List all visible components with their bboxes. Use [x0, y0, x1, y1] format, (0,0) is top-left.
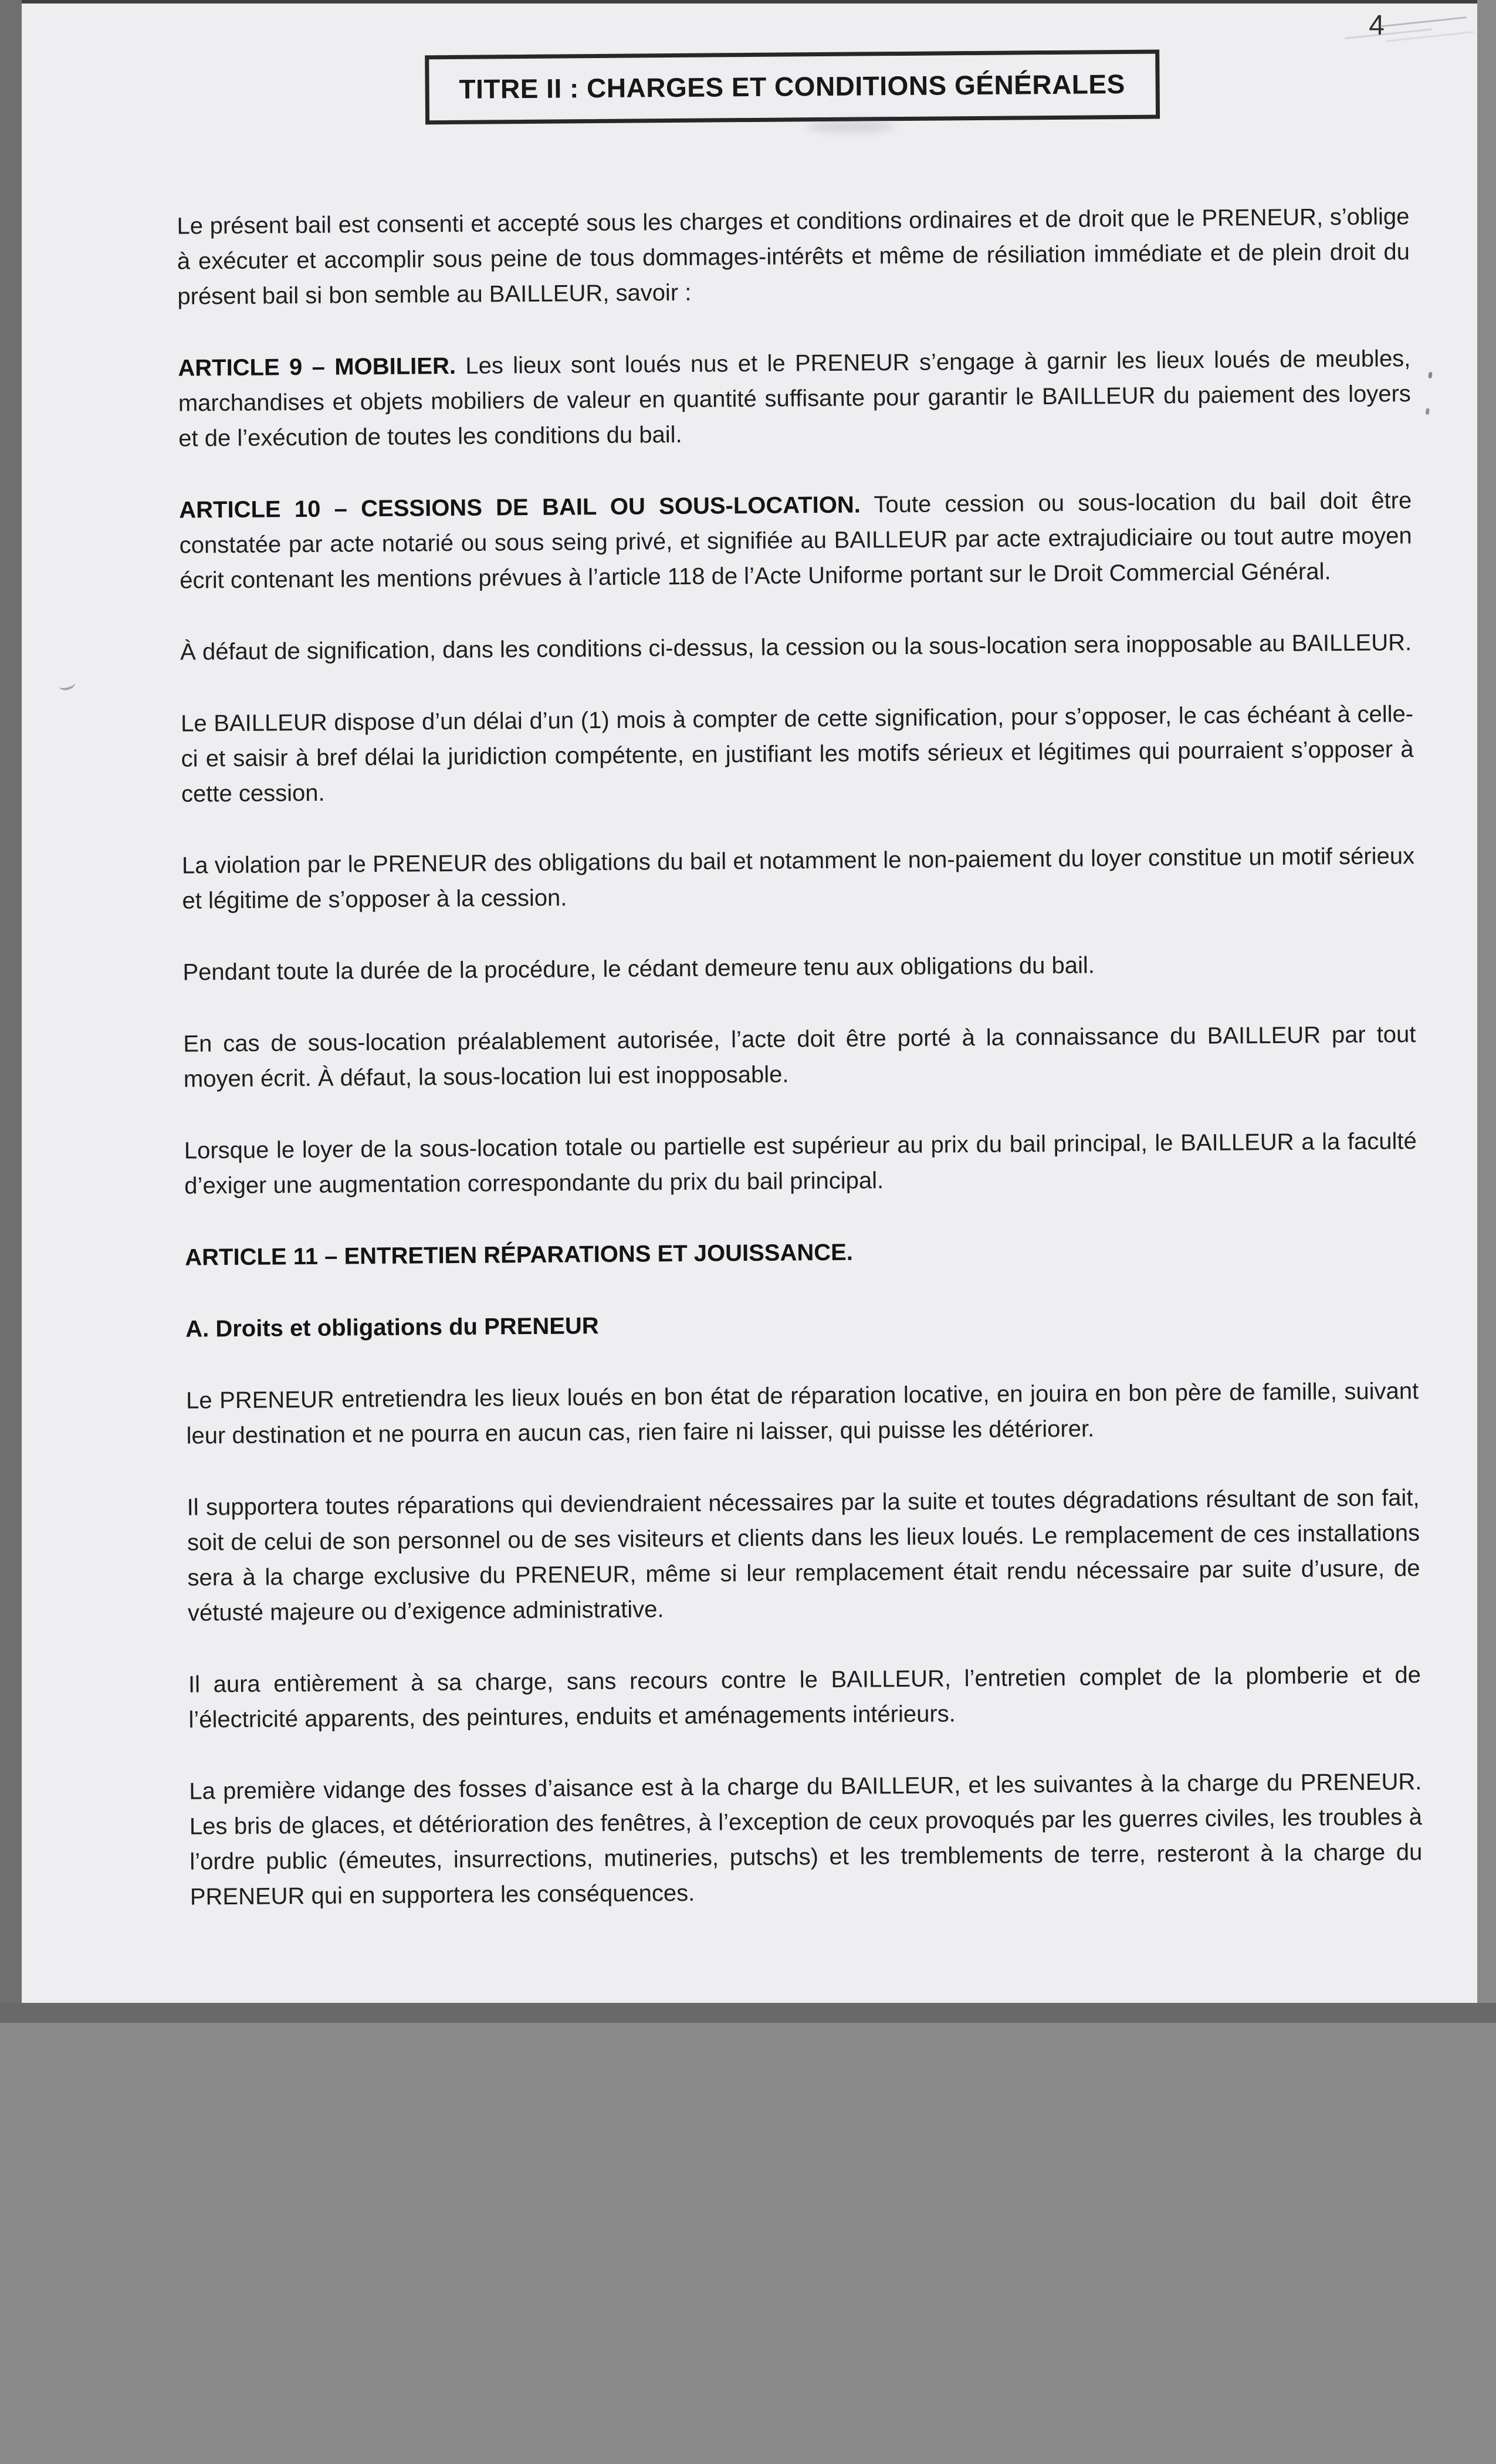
article-lead: ARTICLE 10 – CESSIONS DE BAIL OU SOUS-LOCATION.	[179, 492, 861, 523]
scanned-document-page	[22, 0, 1477, 2003]
article-lead: A. Droits et obligations du PRENEUR	[185, 1313, 599, 1342]
paper-shadow	[0, 2003, 1496, 2023]
paragraph	[181, 696, 1414, 811]
paragraph	[182, 838, 1415, 918]
paragraph-text: La violation par le PRENEUR des obligations du bail et notamment le non-paiement du loyer constitue un motif sérieux et légitime de s’opposer à la cession.	[181, 843, 1415, 914]
paragraph-text: La première vidange des fosses d’aisance est à la charge du BAILLEUR, et les suivantes à la charge du PRENEUR. Les bris de glaces, et détérioration des fenêtres, à l’exception de ceux provoqués par les guerres civiles, les troubles à l’ordre public (émeutes, insurrections, mutineries, putschs) et les tremblements de terre, resteront à la charge du PRENEUR qui en supportera les conséquences.	[189, 1769, 1423, 1910]
paragraph	[184, 1123, 1417, 1203]
paragraph	[179, 483, 1412, 598]
paragraph	[177, 199, 1410, 314]
paragraph	[180, 625, 1413, 669]
paragraph-text: Il aura entièrement à sa charge, sans recours contre le BAILLEUR, l’entretien complet de la plomberie et de l’électricité apparents, des peintures, enduits et aménagements intérieurs.	[188, 1662, 1421, 1733]
document-body	[177, 199, 1423, 1914]
paragraph	[178, 341, 1411, 456]
article-heading	[185, 1302, 1418, 1346]
paragraph	[186, 1373, 1419, 1453]
page-number: 4	[1369, 10, 1385, 41]
paragraph-text: Le présent bail est consenti et accepté sous les charges et conditions ordinaires et de droit que le PRENEUR, s’oblige à exécuter et accomplir sous peine de tous dommages-intérêts et même de résiliation immédiate et de plein droit du présent bail si bon semble au BAILLEUR, savoir :	[177, 204, 1410, 310]
scanner-edge-left	[0, 0, 22, 2023]
paragraph	[188, 1657, 1421, 1737]
paragraph-text: Il supportera toutes réparations qui deviendraient nécessaires par la suite et toutes dégradations résultant de son fait, soit de celui de son personnel ou de ses visiteurs et clients dans les lieux loués. Le remplacement de ces installations sera à la charge exclusive du PRENEUR, même si leur remplacement était rendu nécessaire par suite d’usure, de vétusté majeure ou d’exigence administrative.	[187, 1485, 1420, 1626]
paragraph-text: Le BAILLEUR dispose d’un délai d’un (1) mois à compter de cette signification, pour s’opposer, le cas échéant à celle-ci et saisir à bref délai la juridiction compétente, en justifiant les motifs sérieux et légitimes qui pourraient s’opposer à cette cession.	[180, 701, 1414, 807]
bleed-through-artifact	[807, 119, 895, 134]
paragraph-text: Toute cession ou sous-location du bail doit être constatée par acte notarié ou sous seing privé, et signifiée au BAILLEUR par acte extrajudiciaire ou tout autre moyen écrit contenant les mentions prévues à l’article 118 de l’Acte Uniforme portant sur le Droit Commercial Général.	[179, 488, 1412, 594]
paragraph-text: Le PRENEUR entretiendra les lieux loués en bon état de réparation locative, en jouira en bon père de famille, suivant leur destination et ne pourra en aucun cas, rien faire ni laisser, qui puisse les détériorer.	[186, 1378, 1419, 1449]
page-content	[22, 33, 1492, 1952]
paragraph	[182, 945, 1415, 990]
paragraph-text: Pendant toute la durée de la procédure, le cédant demeure tenu aux obligations du bail.	[182, 952, 1095, 986]
paragraph-text: En cas de sous-location préalablement autorisée, l’acte doit être porté à la connaissance du BAILLEUR par tout moyen écrit. À défaut, la sous-location lui est inopposable.	[183, 1021, 1416, 1092]
title-box	[425, 50, 1160, 125]
paragraph	[187, 1480, 1420, 1630]
paragraph	[183, 1017, 1416, 1096]
article-lead: ARTICLE 9 – MOBILIER.	[178, 353, 456, 381]
paragraph-text: À défaut de signification, dans les conditions ci-dessus, la cession ou la sous-location sera inopposable au BAILLEUR.	[180, 629, 1412, 665]
scan-crease-artifact	[1379, 16, 1466, 28]
paragraph	[189, 1764, 1423, 1914]
article-heading	[185, 1230, 1417, 1275]
page-title: TITRE II : CHARGES ET CONDITIONS GÉNÉRALES	[459, 68, 1125, 104]
paragraph-text: Les lieux sont loués nus et le PRENEUR s’engage à garnir les lieux loués de meubles, marchandises et objets mobiliers de valeur en quantité suffisante pour garantir le BAILLEUR du paiement des loyers et de l’exécution de toutes les conditions du bail.	[178, 346, 1411, 452]
article-lead: ARTICLE 11 – ENTRETIEN RÉPARATIONS ET JOUISSANCE.	[185, 1239, 854, 1271]
paragraph-text: Lorsque le loyer de la sous-location totale ou partielle est supérieur au prix du bail principal, le BAILLEUR a la faculté d’exiger une augmentation correspondante du prix du bail principal.	[184, 1128, 1417, 1199]
